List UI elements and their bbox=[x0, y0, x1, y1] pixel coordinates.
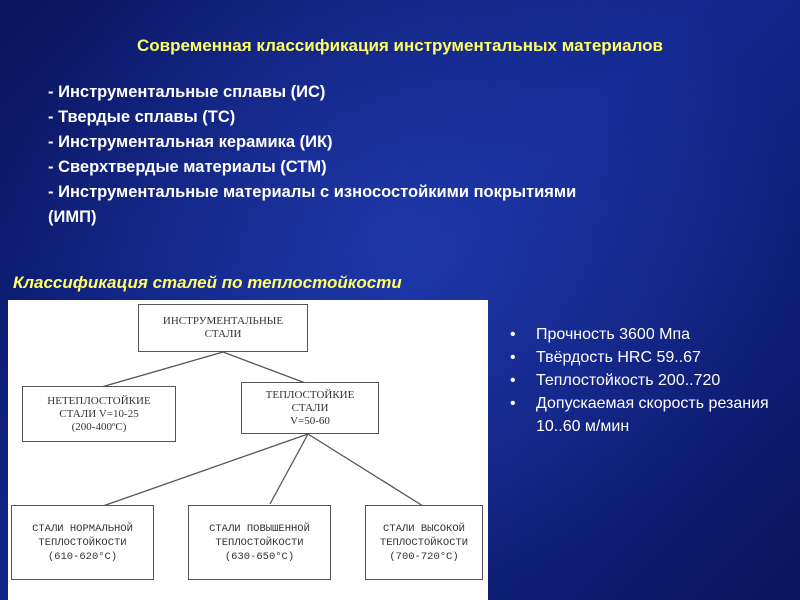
property-item: • Допускаемая скорость резания 10..60 м/мин bbox=[508, 392, 798, 438]
box-line: СТАЛИ bbox=[291, 401, 329, 414]
box-line: СТАЛИ ПОВЫШЕННОЙ bbox=[209, 522, 310, 535]
box-line: СТАЛИ V=10-25 bbox=[59, 407, 139, 420]
classification-diagram bbox=[8, 300, 488, 600]
box-line: ТЕПЛОСТОЙКОСТИ bbox=[38, 536, 127, 549]
materials-list-item: (ИМП) bbox=[48, 208, 97, 226]
connector-line bbox=[270, 434, 308, 504]
slide-title: Современная классификация инструментальных материалов bbox=[136, 36, 664, 55]
box-line: (630-650°С) bbox=[224, 550, 295, 563]
property-item: • Твёрдость HRC 59..67 bbox=[508, 346, 798, 369]
box-line: (700-720°С) bbox=[389, 550, 459, 563]
box-normal-heat-resistance bbox=[11, 505, 154, 580]
property-item: • Прочность 3600 Мпа bbox=[508, 323, 798, 346]
connector-line bbox=[223, 352, 308, 384]
box-line: ИНСТРУМЕНТАЛЬНЫЕ bbox=[162, 315, 284, 327]
box-line: (200-400ºС) bbox=[71, 420, 127, 433]
box-line: СТАЛИ bbox=[204, 328, 242, 340]
connector-line bbox=[98, 352, 223, 388]
materials-list-item: - Инструментальные сплавы (ИС) bbox=[48, 83, 326, 101]
properties-list bbox=[508, 323, 798, 438]
box-line: V=50-60 bbox=[290, 414, 330, 427]
materials-list-item: - Инструментальная керамика (ИК) bbox=[48, 133, 333, 151]
box-instrumental-steels bbox=[138, 304, 308, 352]
connector-line bbox=[308, 434, 423, 506]
box-non-heat-resistant bbox=[22, 386, 176, 442]
connector-line bbox=[103, 434, 308, 506]
materials-list bbox=[48, 80, 788, 230]
box-elevated-heat-resistance bbox=[188, 505, 331, 580]
materials-list-item: - Инструментальные материалы с износостойкими покрытиями bbox=[48, 183, 577, 201]
materials-list-item: - Сверхтвердые материалы (СТМ) bbox=[48, 158, 327, 176]
box-heat-resistant bbox=[241, 382, 379, 434]
box-line: ТЕПЛОСТОЙКИЕ bbox=[265, 388, 355, 401]
box-line: СТАЛИ НОРМАЛЬНОЙ bbox=[32, 522, 133, 535]
materials-list-item: - Твердые сплавы (ТС) bbox=[48, 108, 236, 126]
box-line: СТАЛИ ВЫСОКОЙ bbox=[383, 522, 465, 535]
box-line: ТЕПЛОСТОЙКОСТИ bbox=[215, 536, 304, 549]
box-high-heat-resistance bbox=[365, 505, 483, 580]
box-line: (610-620°С) bbox=[47, 550, 118, 563]
box-line: ТЕПЛОСТОЙКОСТИ bbox=[379, 536, 469, 549]
property-item: • Теплостойкость 200..720 bbox=[508, 369, 798, 392]
steel-classification-subtitle: Классификация сталей по теплостойкости bbox=[13, 273, 402, 292]
box-line: НЕТЕПЛОСТОЙКИЕ bbox=[47, 394, 151, 407]
